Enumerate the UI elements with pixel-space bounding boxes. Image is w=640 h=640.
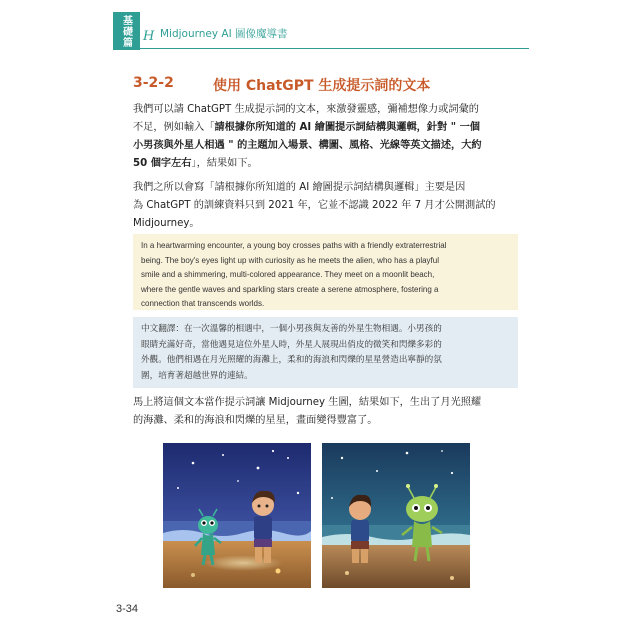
prompt-line: smile and a shimmering, multi-colored appearance. They meet on a moonlit beach,: [141, 270, 435, 279]
section-title: 使用 ChatGPT 生成提示詞的文本: [213, 78, 431, 94]
text-line: 的海灘、柔和的海浪和閃爍的星星，畫面變得豐富了。: [133, 415, 378, 426]
text-line: Midjourney。: [133, 218, 200, 229]
prompt-line: In a heartwarming encounter, a young boy crosses paths with a friendly extraterrestrial: [141, 241, 447, 250]
header-logo-mark: H: [143, 29, 155, 44]
text-line: [133, 137, 518, 155]
translation-line: 眼睛充滿好奇，當他遇見這位外星人時，外星人展現出俏皮的微笑和閃爍多彩的: [141, 339, 442, 350]
generated-image-1: [163, 443, 311, 588]
boy-and-alien-beach-image-1: [163, 443, 311, 588]
page-number: 3-34: [116, 603, 139, 615]
text-span: 不足，例如輸入「: [133, 122, 215, 133]
boy-and-alien-beach-image-2: [322, 443, 470, 588]
header-rule: [139, 48, 529, 49]
prompt-line: being. The boy's eyes light up with curiosity as he meets the alien, who has a playful: [141, 255, 439, 265]
section-number: 3-2-2: [133, 75, 174, 91]
text-line: 我們可以請 ChatGPT 生成提示詞的文本，來激發靈感，彌補想像力或詞彙的: [133, 104, 479, 115]
bold-prompt-text: 小男孩與外星人相遇 " 的主題加入場景、構圖、風格、光線等英文描述，大約: [133, 140, 482, 151]
chinese-translation-box: [133, 317, 518, 388]
translation-line: 中文翻譯：在一次溫馨的相遇中，一個小男孩與友善的外星生物相遇。小男孩的: [141, 324, 442, 334]
text-line: [133, 155, 518, 173]
result-paragraph: [133, 394, 518, 430]
chapter-side-tab: 基礎篇: [113, 12, 139, 50]
text-span: 」，結果如下。: [191, 158, 258, 169]
text-line: 為 ChatGPT 的訓練資料只到 2021 年，它並不認識 2022 年 7 月才公開測試的: [133, 200, 496, 211]
header-vertical-rule: [139, 12, 140, 50]
bold-prompt-text: 請根據你所知道的 AI 繪圖提示詞結構與邏輯，針對 " 一個: [214, 122, 480, 133]
generated-image-2: [322, 443, 470, 588]
intro-paragraph: [133, 101, 518, 173]
prompt-line: where the gentle waves and sparkling stars create a serene atmosphere, fostering a: [141, 284, 439, 294]
text-line: [133, 119, 518, 137]
translation-line: 圍，培育著超越世界的連結。: [141, 370, 253, 381]
text-line: 馬上將這個文本當作提示詞讓 Midjourney 生圖，結果如下，生出了月光照耀: [133, 397, 482, 408]
text-line: 我們之所以會寫「請根據你所知道的 AI 繪圖提示詞結構與邏輯」主要是因: [133, 182, 466, 193]
running-header-title: Midjourney AI 圖像魔導書: [160, 28, 288, 40]
english-prompt-box: [133, 234, 518, 310]
explanation-paragraph: [133, 179, 518, 233]
prompt-line: connection that transcends worlds.: [141, 299, 265, 308]
bold-prompt-text: 50 個字左右: [133, 158, 192, 169]
translation-line: 外觀。他們相遇在月光照耀的海灘上，柔和的海浪和閃爍的星星營造出寧靜的氛: [141, 355, 442, 365]
